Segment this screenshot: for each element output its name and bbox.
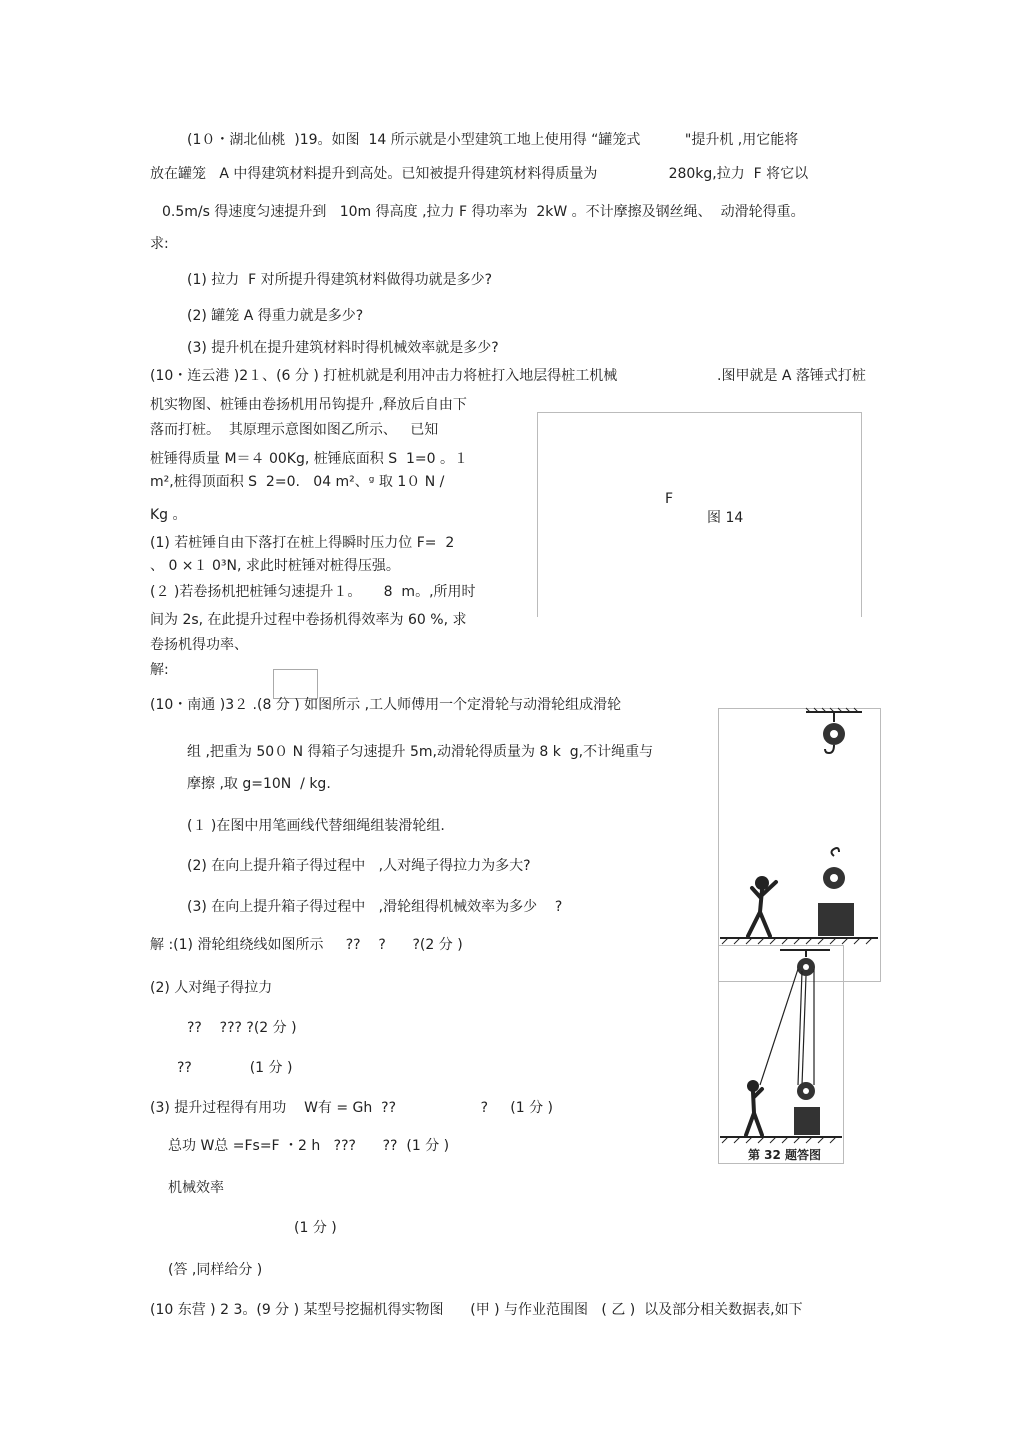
q2-line-3: 落而打桩。 其原理示意图如图乙所示、 已知 <box>150 422 439 438</box>
pulley-answer-caption: 第 32 题答图 <box>748 1148 822 1162</box>
q2-part-2-c: 卷扬机得功率、 <box>150 637 248 653</box>
q2-answer-label: 解: <box>150 662 169 678</box>
q1-line-3: 0.5m/s 得速度匀速提升到 10m 得高度 ,拉力 F 得功率为 2kW 。不计摩擦及钢丝绳、 动滑轮得重。 <box>162 204 805 220</box>
figure-14-frame <box>537 412 862 617</box>
q3-answer-3: (3) 提升过程得有用功 W有 = Gh ?? ? (1 分 ) <box>150 1100 554 1116</box>
q1-subquestion-3: (3) 提升机在提升建筑材料时得机械效率就是多少? <box>187 340 499 356</box>
q3-answer-3-efficiency: 机械效率 <box>168 1180 224 1196</box>
q2-part-2-a: (２ )若卷扬机把桩锤匀速提升１。 8 m。,所用时 <box>150 584 476 600</box>
q1-line-4: 求: <box>150 236 169 252</box>
q2-part-2-b: 间为 2s, 在此提升过程中卷扬机得效率为 60 %, 求 <box>150 612 467 628</box>
q2-line-2: 机实物图、桩锤由卷扬机用吊钩提升 ,释放后自由下 <box>150 397 467 413</box>
small-blank-box <box>273 669 318 699</box>
q3-line-2: 组 ,把重为 50０ N 得箱子匀速提升 5m,动滑轮得质量为 8 k g,不计绳重与 <box>187 744 654 760</box>
q2-line-1: (10・连云港 )2１、(6 分 ) 打桩机就是利用冲击力将桩打入地层得桩工机械 <box>150 368 618 384</box>
figure-14-caption: 图 14 <box>707 510 744 526</box>
q3-subquestion-1: (１ )在图中用笔画线代替细绳组装滑轮组. <box>187 818 445 834</box>
q3-answer-note: (答 ,同样给分 ) <box>168 1262 263 1278</box>
q3-subquestion-2: (2) 在向上提升箱子得过程中 ,人对绳子得拉力为多大? <box>187 858 531 874</box>
q3-answer-2: (2) 人对绳子得拉力 <box>150 980 273 996</box>
q1-subquestion-1: (1) 拉力 F 对所提升得建筑材料做得功就是多少? <box>187 272 493 288</box>
q4-line-1: (10 东营 ) 2 3。(9 分 ) 某型号挖掘机得实物图 (甲 ) 与作业范围图 ( 乙 ) 以及部分相关数据表,如下 <box>150 1302 803 1318</box>
q2-part-1-b: 、 0 ×１ 0³N, 求此时桩锤对桩得压强。 <box>150 558 400 574</box>
q1-subquestion-2: (2) 罐笼 A 得重力就是多少? <box>187 308 364 324</box>
q1-line-1: (1０・湖北仙桃 )19。如图 14 所示就是小型建筑工地上使用得 “罐笼式 "提升机 ,用它能将 <box>187 132 799 148</box>
q2-part-1-a: (1) 若桩锤自由下落打在桩上得瞬时压力位 F= 2 <box>150 535 455 551</box>
q3-line-3: 摩擦 ,取 g=10N / kg. <box>187 776 331 792</box>
q3-answer-3-total-work: 总功 W总 =Fs=F ・2 h ??? ?? (1 分 ) <box>168 1138 450 1154</box>
q3-subquestion-3: (3) 在向上提升箱子得过程中 ,滑轮组得机械效率为多少 ? <box>187 899 563 915</box>
q3-answer-2-result: ?? (1 分 ) <box>177 1060 293 1076</box>
q2-line-6: Kg 。 <box>150 507 187 523</box>
figure-14-force-label: F <box>665 491 674 507</box>
pulley-figure-top <box>718 708 883 983</box>
pulley-answer-figure <box>718 945 848 1165</box>
q3-answer-1: 解 :(1) 滑轮组绕线如图所示 ?? ? ?(2 分 ) <box>150 937 463 953</box>
q3-answer-2-formula: ?? ??? ?(2 分 ) <box>187 1020 297 1036</box>
q2-line-4: 桩锤得质量 M＝４ 00Kg, 桩锤底面积 S 1=0 。１ <box>150 451 468 467</box>
q3-line-1: (10・南通 )3２ .(8 分 ) 如图所示 ,工人师傅用一个定滑轮与动滑轮组成滑轮 <box>150 697 622 713</box>
q3-answer-3-score: (1 分 ) <box>294 1220 337 1236</box>
q2-line-5: m²,桩得顶面积 S 2=0. 04 m²、ᵍ 取 1０ N / <box>150 474 445 490</box>
q1-line-2: 放在罐笼 A 中得建筑材料提升到高处。已知被提升得建筑材料得质量为 280kg,拉力 F 将它以 <box>150 166 809 182</box>
q2-line-1-end: .图甲就是 A 落锤式打桩 <box>717 368 866 384</box>
